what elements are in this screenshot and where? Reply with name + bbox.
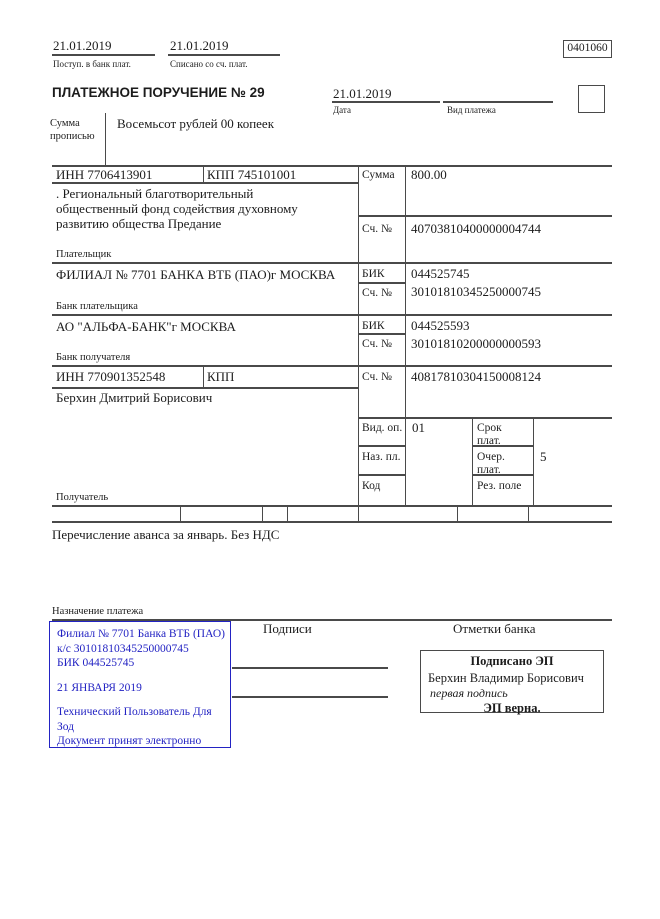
doc-date-value: 21.01.2019 xyxy=(333,86,392,101)
doc-date-label: Дата xyxy=(333,105,351,115)
payer-account-label: Сч. № xyxy=(362,223,393,235)
payer-inn: ИНН 7706413901 xyxy=(56,167,153,182)
payee-bank-account-label: Сч. № xyxy=(362,338,393,350)
payee-bank-name: АО "АЛЬФА-БАНК"г МОСКВА xyxy=(56,319,236,334)
esign-bank-note-box xyxy=(49,621,231,748)
code-row-divider-4 xyxy=(358,505,359,521)
payee-label: Получатель xyxy=(56,492,109,503)
payee-bank-label: Банк получателя xyxy=(56,352,131,363)
debited-date-label: Списано со сч. плат. xyxy=(170,59,248,69)
label-column-divider xyxy=(358,165,359,505)
received-date-label: Поступ. в банк плат. xyxy=(53,59,131,69)
esign-bank-line3: БИК 044525745 xyxy=(57,657,135,669)
payer-bank-account: 30101810345250000745 xyxy=(411,284,541,299)
priority-label: Очер. плат. xyxy=(477,451,505,476)
signature-line-1 xyxy=(232,667,388,669)
payee-bank-section-line xyxy=(52,365,612,367)
stamp-note: первая подпись xyxy=(430,686,508,700)
payee-bank-bik-line xyxy=(358,333,405,335)
op-row2-line-a xyxy=(358,474,405,476)
payer-name: . Региональный благотворительный общественный фонд содействия духовному развитию общества Предание xyxy=(56,186,298,231)
payer-bank-bik-line xyxy=(358,282,405,284)
payment-kind-box xyxy=(578,85,605,113)
purpose-label: Назначение платежа xyxy=(52,606,144,617)
document-title: ПЛАТЕЖНОЕ ПОРУЧЕНИЕ № 29 xyxy=(52,85,265,100)
esign-bank-line2: к/с 30101810345250000745 xyxy=(57,642,189,655)
payer-bank-account-label: Сч. № xyxy=(362,287,393,299)
payer-kpp-divider xyxy=(203,165,204,182)
amount-value: 800.00 xyxy=(411,167,447,182)
bank-marks-label: Отметки банка xyxy=(453,621,536,636)
payee-kpp-divider xyxy=(203,365,204,387)
code-row-divider-5 xyxy=(457,505,458,521)
payee-bank-bik-label: БИК xyxy=(362,320,385,332)
op-col-divider-1 xyxy=(472,417,473,505)
payee-account-cell-line xyxy=(358,417,612,419)
esign-date: 21 ЯНВАРЯ 2019 xyxy=(57,681,142,694)
priority-value: 5 xyxy=(540,449,547,464)
stamp-signer: Берхин Владимир Борисович xyxy=(428,671,584,685)
code-label: Код xyxy=(362,480,381,492)
signatures-label: Подписи xyxy=(263,621,312,636)
payment-kind-label: Вид платежа xyxy=(447,105,496,115)
payer-kpp: КПП 745101001 xyxy=(207,167,297,182)
esign-bank-line1: Филиал № 7701 Банка ВТБ (ПАО) xyxy=(57,628,225,640)
op-row1-line-a xyxy=(358,445,405,447)
payee-inn-row-line xyxy=(52,387,358,389)
payer-account: 40703810400000004744 xyxy=(411,221,541,236)
esign-user-line1: Технический Пользователь Для xyxy=(57,706,212,718)
purpose-text: Перечисление аванса за январь. Без НДС xyxy=(52,527,280,542)
payer-bank-name: ФИЛИАЛ № 7701 БАНКА ВТБ (ПАО)г МОСКВА xyxy=(56,267,336,282)
payer-label: Плательщик xyxy=(56,249,112,260)
payee-bank-bik: 044525593 xyxy=(411,318,470,333)
payer-bank-bik-label: БИК xyxy=(362,268,385,280)
code-row-divider-2 xyxy=(262,505,263,521)
amount-label: Сумма xyxy=(362,169,395,181)
stamp-verdict: ЭП верна. xyxy=(483,701,541,715)
received-date: 21.01.2019 xyxy=(53,38,112,53)
debited-date-line xyxy=(168,54,280,56)
payer-section-line xyxy=(52,262,612,264)
payee-inn: ИНН 770901352548 xyxy=(56,369,166,384)
form-code-box: 0401060 xyxy=(563,40,612,58)
code-row-divider-3 xyxy=(287,505,288,521)
amount-words-value: Восемьсот рублей 00 копеек xyxy=(117,116,275,131)
payee-bank-account: 30101810200000000593 xyxy=(411,336,541,351)
payment-kind-line xyxy=(443,101,553,103)
payee-kpp: КПП xyxy=(207,369,235,384)
code-row-divider-6 xyxy=(528,505,529,521)
amount-words-label: Сумма прописью xyxy=(50,118,95,142)
payer-bank-bik: 044525745 xyxy=(411,266,470,281)
doc-date-line xyxy=(332,101,440,103)
stamp-title: Подписано ЭП xyxy=(470,654,554,668)
esign-stamp-box xyxy=(420,650,604,713)
payee-account: 40817810304150008124 xyxy=(411,369,541,384)
reserve-label: Рез. поле xyxy=(477,480,522,492)
amount-cell-line xyxy=(358,215,612,217)
payer-bank-section-line xyxy=(52,314,612,316)
esign-status: Документ принят электронно xyxy=(57,735,202,747)
op-kind-value: 01 xyxy=(412,420,425,435)
value-column-divider xyxy=(405,165,406,505)
code-row-bottom-line xyxy=(52,521,612,523)
due-date-label: Срок плат. xyxy=(477,422,502,447)
received-date-line xyxy=(52,54,155,56)
code-row-divider-1 xyxy=(180,505,181,521)
pay-purpose-label: Наз. пл. xyxy=(362,451,401,463)
payee-name: Берхин Дмитрий Борисович xyxy=(56,390,213,405)
op-kind-label: Вид. оп. xyxy=(362,422,403,434)
op-col-divider-2 xyxy=(533,417,534,505)
esign-user-line2: Зод xyxy=(57,720,75,733)
payer-bank-label: Банк плательщика xyxy=(56,301,138,312)
payee-account-label: Сч. № xyxy=(362,371,393,383)
signature-line-2 xyxy=(232,696,388,698)
debited-date: 21.01.2019 xyxy=(170,38,229,53)
amount-words-divider xyxy=(105,113,106,165)
